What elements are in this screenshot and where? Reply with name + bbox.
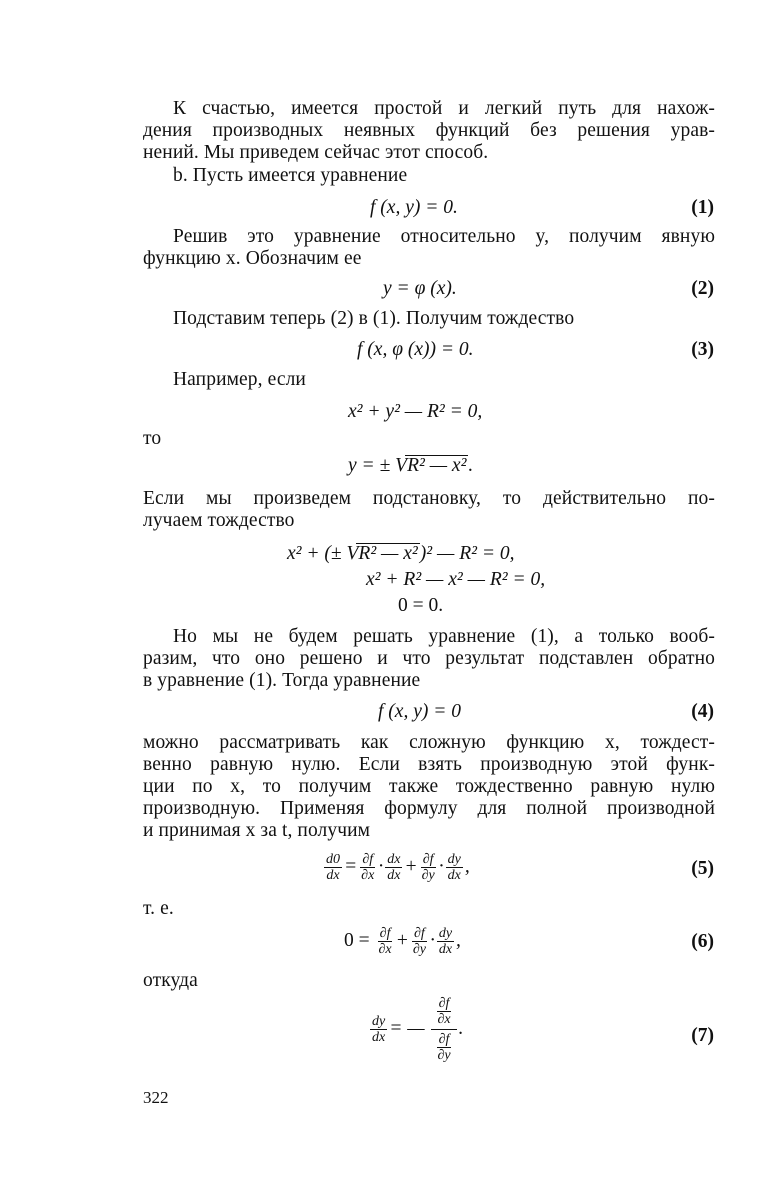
paragraph-solve: [143, 226, 715, 270]
text-line: К счастью, имеется простой и легкий путь для нахож-: [173, 98, 715, 119]
numerator: ∂f: [422, 852, 434, 867]
numerator: dy: [447, 852, 461, 867]
text-line: разим, что оно решено и что результат подставлен обратно: [143, 648, 715, 669]
equation-6: [344, 926, 461, 957]
fraction: [446, 852, 463, 883]
compound-fraction: [431, 994, 456, 1065]
page-number: 322: [143, 1088, 169, 1107]
operator: ·: [438, 855, 444, 877]
denominator: dx: [387, 868, 401, 883]
equation-number-4: (4): [691, 701, 714, 722]
equation-number-5: (5): [691, 858, 714, 879]
equation-number-6: (6): [691, 931, 714, 952]
operator: =: [344, 855, 358, 877]
equation-identity-3: 0 = 0.: [398, 595, 444, 616]
equation-4: f (x, y) = 0: [378, 701, 461, 722]
operator: +: [395, 929, 409, 951]
equation-number-1: (1): [691, 197, 714, 218]
text-line: откуда: [143, 970, 198, 991]
paragraph-substitute: [143, 308, 715, 330]
radical: R² — x²: [407, 455, 467, 476]
numerator: dy: [372, 1014, 386, 1029]
text-line: венно равную нулю. Если взять производную этой функ-: [143, 754, 715, 775]
fraction: [370, 1014, 387, 1045]
fraction: [435, 996, 452, 1027]
text-line: b. Пусть имеется уравнение: [173, 165, 408, 186]
fraction: [385, 852, 402, 883]
denominator: dx: [372, 1030, 386, 1045]
operator: ·: [429, 929, 435, 951]
text-line: функцию x. Обозначим ее: [143, 248, 362, 269]
fraction: [435, 1032, 452, 1063]
paragraph-identity: [143, 488, 715, 532]
numerator: ∂f: [379, 926, 391, 941]
text-line: Например, если: [173, 369, 306, 390]
paragraph-example: [143, 369, 715, 391]
text-line: Решив это уравнение относительно y, получим явную: [173, 226, 715, 247]
numerator: dy: [438, 926, 453, 941]
numerator: ∂f: [438, 1032, 450, 1047]
denominator: [431, 1030, 456, 1065]
paragraph-b: [143, 165, 715, 187]
denominator: dx: [326, 868, 340, 883]
text-line: Подставим теперь (2) в (1). Получим тождество: [173, 308, 575, 329]
denominator: ∂x: [378, 942, 392, 957]
paragraph-intro: [143, 98, 715, 164]
paragraph-ie: [143, 898, 715, 920]
eq-part: )² — R² = 0,: [419, 543, 515, 564]
text-line: Если мы произведем подстановку, то действительно по-: [143, 488, 715, 509]
text-line: дения производных неявных функций без решения урав-: [143, 120, 715, 141]
numerator: d0: [326, 852, 340, 867]
text-line: нений. Мы приведем сейчас этот способ.: [143, 142, 489, 163]
equation-1: f (x, y) = 0.: [370, 197, 458, 218]
equation-number-3: (3): [691, 339, 714, 360]
numerator: dx: [387, 852, 401, 867]
text-line: ции по x, то получим также тождественно равную нулю: [143, 776, 715, 797]
text-line: т. е.: [143, 898, 174, 919]
operator: ·: [378, 855, 384, 877]
fraction: [437, 926, 454, 957]
equation-identity-1: [287, 542, 515, 566]
fraction: [324, 852, 342, 883]
denominator: ∂y: [412, 942, 426, 957]
text-line: лучаем тождество: [143, 510, 295, 531]
equation-example-circle: x² + y² — R² = 0,: [348, 401, 483, 422]
operator: .: [458, 1017, 464, 1039]
text-line: производную. Применяя формулу для полной производной: [143, 798, 715, 819]
paragraph-complex-function: [143, 732, 715, 842]
paragraph-not-solve: [143, 626, 715, 692]
equation-number-7: (7): [691, 1025, 714, 1046]
fraction: [359, 852, 376, 883]
text-line: можно рассматривать как сложную функцию x, тождест-: [143, 732, 715, 753]
text-line: Но мы не будем решать уравнение (1), а только вооб-: [173, 626, 715, 647]
equation-identity-2: x² + R² — x² — R² = 0,: [366, 569, 546, 590]
equation-2: y = φ (x).: [383, 278, 457, 299]
eq-part: y = ± V: [348, 455, 408, 476]
fraction: [377, 926, 394, 957]
fraction: [420, 852, 437, 883]
numerator: [431, 994, 456, 1030]
operator: = —: [389, 1017, 425, 1039]
equation-number-2: (2): [691, 278, 714, 299]
denominator: ∂x: [437, 1012, 451, 1027]
paragraph-whence: [143, 970, 715, 992]
equation-5: [322, 852, 470, 883]
equation-example-y: [348, 454, 473, 478]
denominator: ∂y: [437, 1048, 451, 1063]
operator: +: [404, 855, 418, 877]
operator: ,: [464, 855, 470, 877]
operator: ,: [456, 929, 461, 951]
text-line: то: [143, 428, 162, 449]
eq-part: .: [468, 455, 474, 476]
equation-3: f (x, φ (x)) = 0.: [357, 339, 474, 360]
numerator: ∂f: [438, 996, 450, 1011]
numerator: ∂f: [413, 926, 425, 941]
denominator: dx: [438, 942, 453, 957]
text-line: и принимая x за t, получим: [143, 820, 371, 841]
denominator: ∂x: [361, 868, 375, 883]
radical: R² — x²: [358, 543, 418, 564]
operator: 0 =: [344, 929, 370, 951]
numerator: ∂f: [362, 852, 374, 867]
eq-part: x² + (± V: [287, 543, 359, 564]
denominator: dx: [447, 868, 461, 883]
equation-7: [368, 994, 463, 1065]
fraction: [411, 926, 428, 957]
text-line: в уравнение (1). Тогда уравнение: [143, 670, 421, 691]
paragraph-then: [143, 428, 715, 450]
denominator: ∂y: [421, 868, 435, 883]
